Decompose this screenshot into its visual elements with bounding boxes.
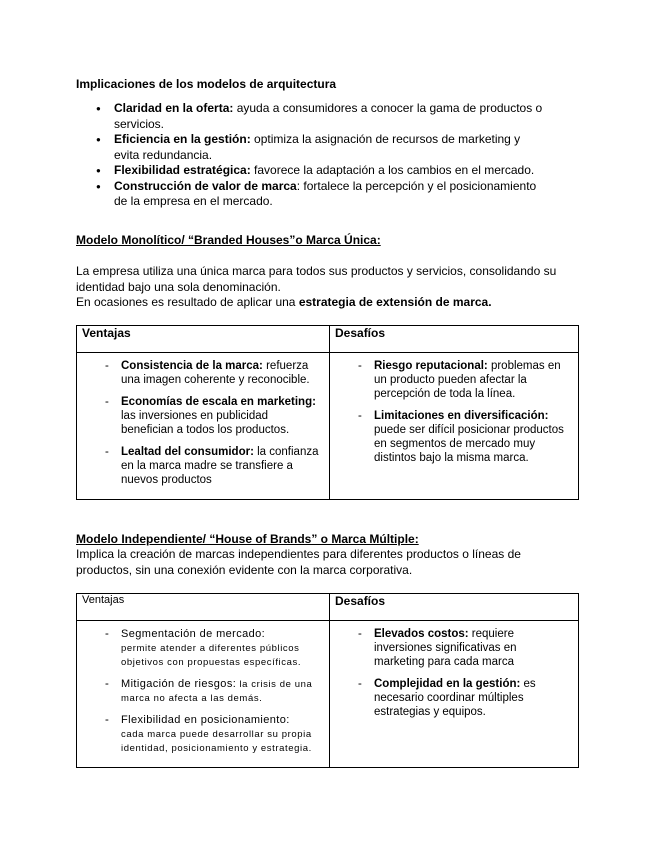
independent-table: [76, 593, 579, 768]
list-item: ● Flexibilidad estratégica: favorece la adaptación a los cambios en el mercado.: [96, 163, 546, 179]
table-item: - Elevados costos: requiere inversiones significativas en marketing para cada marca: [338, 627, 570, 669]
table-item: - Segmentación de mercado: permite atender a diferentes públicos objetivos con propuestas específicas.: [85, 627, 321, 669]
implications-list: [96, 101, 546, 210]
section-heading: Implicaciones de los modelos de arquitectura: [76, 77, 337, 91]
table-item: - Consistencia de la marca: refuerza una imagen coherente y reconocible.: [85, 359, 321, 387]
table-item: - Complejidad en la gestión: es necesario coordinar múltiples estrategias y equipos.: [338, 677, 570, 719]
list-item: ● Construcción de valor de marca: fortalece la percepción y el posicionamiento de la empresa en el mercado.: [96, 179, 546, 210]
independent-title: Modelo Independiente/ “House of Brands” o Marca Múltiple:: [76, 532, 419, 546]
table-item: - Economías de escala en marketing: las inversiones en publicidad benefician a todos los productos.: [85, 395, 321, 437]
table-item: - Flexibilidad en posicionamiento: cada marca puede desarrollar su propia identidad, posicionamiento y estrategia.: [85, 713, 321, 755]
list-item: ● Eficiencia en la gestión: optimiza la asignación de recursos de marketing y evita redundancia.: [96, 132, 546, 163]
monolithic-table: [76, 325, 579, 500]
table-item: - Mitigación de riesgos: la crisis de una marca no afecta a las demás.: [85, 677, 321, 705]
table-item: - Riesgo reputacional: problemas en un producto pueden afectar la percepción de toda la línea.: [338, 359, 570, 401]
monolithic-title: Modelo Monolítico/ “Branded Houses”o Marca Única:: [76, 233, 381, 247]
table-item: - Limitaciones en diversificación: puede ser difícil posicionar productos en segmentos de mercado muy distintos bajo la misma marca.: [338, 409, 570, 465]
monolithic-description: La empresa utiliza una única marca para todos sus productos y servicios, consolidando su identidad bajo una sola denominación. En ocasiones es resultado de aplicar una estrategia de extensión de marca.: [76, 264, 557, 309]
independent-description: Implica la creación de marcas independientes para diferentes productos o líneas de productos, sin una conexión evidente con la marca corporativa.: [76, 547, 521, 577]
col-challenges: Desafíos: [330, 594, 579, 621]
list-item: ● Claridad en la oferta: ayuda a consumidores a conocer la gama de productos o servicios.: [96, 101, 546, 132]
col-advantages: Ventajas: [77, 326, 330, 353]
table-item: - Lealtad del consumidor: la confianza en la marca madre se transfiere a nuevos productos: [85, 445, 321, 487]
col-advantages: Ventajas: [77, 594, 330, 621]
col-challenges: Desafíos: [330, 326, 579, 353]
